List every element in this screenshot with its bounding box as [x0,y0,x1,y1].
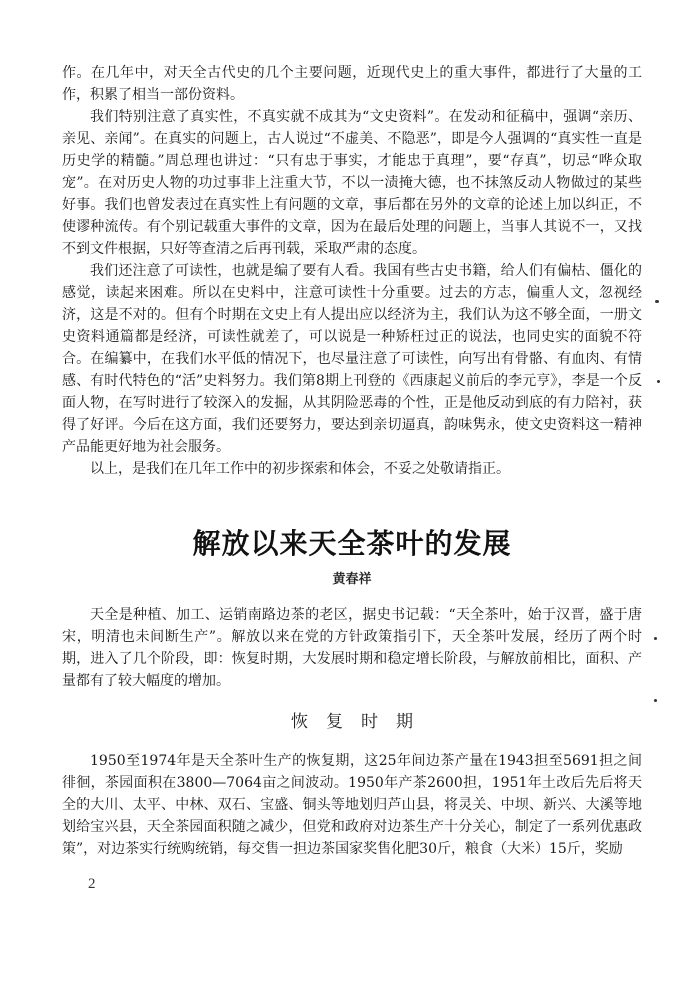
scan-speck [654,699,657,702]
article-intro [62,604,642,692]
paragraph: 1950至1974年是天全茶叶生产的恢复期，这25年间边茶产量在1943担至5691担之间徘徊，茶园面积在3800—7064亩之间波动。1950年产茶2600担，1951年土改后先后将天全的大川、太平、中林、双石、宝盛、铜头等地划归芦山县，将灵关、中坝、新兴、大溪等地划给宝兴县，天全茶园面积随之减少，但党和政府对边茶生产十分关心，制定了一系列优惠政策”，对边茶实行统购统销，每交售一担边茶国家奖售化肥30斤，粮食（大米）15斤，奖励 [62,753,642,857]
paragraph: 以上，是我们在几年工作中的初步探索和体会，不妥之处敬请指正。 [90,461,510,477]
paragraph: 我们还注意了可读性，也就是编了要有人看。我国有些古史书籍，给人们有偏枯、僵化的感觉，读起来困难。所以在史料中，注意可读性十分重要。过去的方志，偏重人文，忽视经济，这是不对的。但有个时期在文史上有人提出应以经济为主，我们认为这不够全面，一册文史资料通篇都是经济，可读性就差了，可以说是一种矫枉过正的说法，也同史实的面貌不符合。在编纂中，在我们水平低的情况下，也尽量注意了可读性，向写出有骨骼、有血肉、有情感、有时代特色的“活”史料努力。我们第8期上刊登的《西康起义前后的李元亨》，李是一个反面人物，在写时进行了较深入的发掘，从其阴险恶毒的个性，正是他反动到底的有力陪衬，获得了好评。今后在这方面，我们还要努力，要达到亲切逼真，韵味隽永，使文史资料这一精神产品能更好地为社会服务。 [62,263,642,455]
scan-speck [654,637,657,640]
previous-article-tail [62,62,642,480]
page-number: 2 [88,876,96,892]
paragraph: 天全是种植、加工、运销南路边茶的老区，据史书记载：“天全茶叶，始于汉晋，盛于唐宋，明清也未间断生产”。解放以来在党的方针政策指引下，天全茶叶发展，经历了两个时期，进入了几个阶段，即：恢复时期，大发展时期和稳定增长阶段，与解放前相比，面积、产量都有了较大幅度的增加。 [62,607,642,689]
paragraph: 我们特别注意了真实性，不真实就不成其为“文史资料”。在发动和征稿中，强调“亲历、亲见、亲闻”。在真实的问题上，古人说过“不虚美、不隐恶”，即是今人强调的“真实性一直是历史学的精髓。”周总理也讲过：“只有忠于事实，才能忠于真理”，要“存真”，切忌“哗众取宠”。在对历史人物的功过事非上注重大节，不以一渍掩大德，也不抹煞反动人物做过的某些好事。我们也曾发表过在真实性上有问题的文章，事后都在另外的文章的论述上加以纠正，不使谬种流传。有个别记载重大事件的文章，因为在最后处理的问题上，当事人其说不一，又找不到文件根据，只好等查清之后再刊载，采取严肃的态度。 [62,109,642,257]
section-heading: 恢复时期 [291,712,431,732]
paragraph: 作。在几年中，对天全古代史的几个主要问题，近现代史上的重大事件，都进行了大量的工作，积累了相当一部份资料。 [62,65,642,103]
article-title: 解放以来天全茶叶的发展 [192,527,512,560]
scan-speck [655,300,659,303]
section-body [62,750,642,860]
article-author: 黄春祥 [332,572,372,587]
scan-speck [657,380,660,383]
